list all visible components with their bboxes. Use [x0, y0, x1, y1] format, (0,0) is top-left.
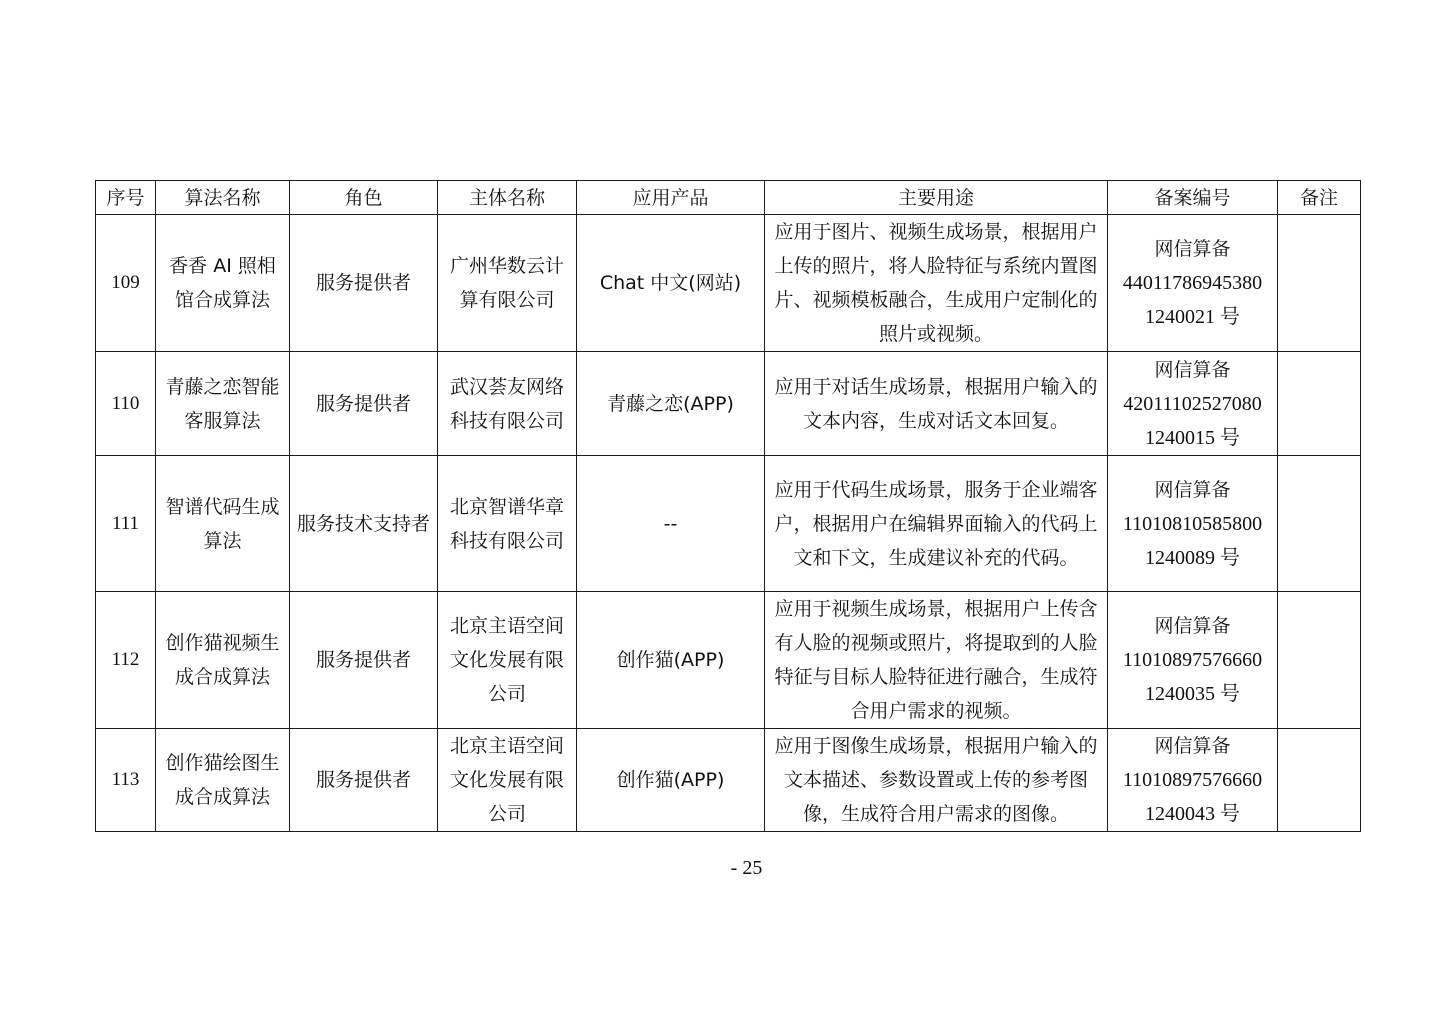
header-entity-name: 主体名称 — [438, 181, 577, 215]
header-remarks: 备注 — [1278, 181, 1361, 215]
cell-entity-name: 北京主语空间文化发展有限公司 — [438, 592, 577, 729]
cell-remarks — [1278, 352, 1361, 456]
filing-code-a: 42011102527080 — [1123, 392, 1262, 415]
cell-product: 创作猫(APP) — [577, 729, 765, 832]
cell-remarks — [1278, 729, 1361, 832]
cell-index: 109 — [96, 215, 156, 352]
cell-index: 113 — [96, 729, 156, 832]
filing-prefix: 网信算备 — [1154, 478, 1231, 501]
filing-code-a: 11010897576660 — [1122, 649, 1263, 671]
cell-filing-number — [1108, 215, 1278, 352]
cell-filing-number — [1108, 352, 1278, 456]
filing-code-a: 44011786945380 — [1122, 272, 1263, 294]
filing-code-a: 11010810585800 — [1122, 512, 1263, 535]
table-row — [96, 592, 1361, 729]
page-number: - 25 — [730, 857, 763, 879]
cell-remarks — [1278, 456, 1361, 592]
cell-role: 服务提供者 — [290, 352, 438, 456]
cell-main-use: 应用于图片、视频生成场景，根据用户上传的照片，将人脸特征与系统内置图片、视频模板融合，生成用户定制化的照片或视频。 — [765, 215, 1108, 352]
cell-entity-name: 北京主语空间文化发展有限公司 — [438, 729, 577, 832]
cell-algorithm-name: 智谱代码生成算法 — [156, 456, 290, 592]
cell-main-use: 应用于对话生成场景，根据用户输入的文本内容，生成对话文本回复。 — [765, 352, 1108, 456]
cell-role: 服务提供者 — [290, 592, 438, 729]
table-header-row — [96, 181, 1361, 215]
cell-filing-number — [1108, 592, 1278, 729]
cell-algorithm-name: 创作猫绘图生成合成算法 — [156, 729, 290, 832]
filing-prefix: 网信算备 — [1154, 735, 1231, 757]
cell-product: Chat 中文(网站) — [577, 215, 765, 352]
cell-remarks — [1278, 592, 1361, 729]
cell-role: 服务技术支持者 — [290, 456, 438, 592]
header-index: 序号 — [96, 181, 156, 215]
table-row — [96, 456, 1361, 592]
filing-code-a: 11010897576660 — [1122, 769, 1263, 791]
filing-code-b: 1240015 号 — [1145, 426, 1240, 449]
cell-index: 110 — [96, 352, 156, 456]
cell-entity-name: 广州华数云计算有限公司 — [438, 215, 577, 352]
cell-role: 服务提供者 — [290, 215, 438, 352]
cell-entity-name: 北京智谱华章科技有限公司 — [438, 456, 577, 592]
cell-algorithm-name: 创作猫视频生成合成算法 — [156, 592, 290, 729]
filing-code-b: 1240021 号 — [1145, 306, 1240, 328]
table-row — [96, 729, 1361, 832]
cell-remarks — [1278, 215, 1361, 352]
cell-filing-number — [1108, 729, 1278, 832]
cell-entity-name: 武汉荟友网络科技有限公司 — [438, 352, 577, 456]
filing-prefix: 网信算备 — [1154, 358, 1231, 381]
cell-main-use: 应用于视频生成场景，根据用户上传含有人脸的视频或照片，将提取到的人脸特征与目标人脸特征进行融合，生成符合用户需求的视频。 — [765, 592, 1108, 729]
filing-code-b: 1240043 号 — [1145, 803, 1240, 825]
header-algorithm-name: 算法名称 — [156, 181, 290, 215]
cell-role: 服务提供者 — [290, 729, 438, 832]
cell-product: 创作猫(APP) — [577, 592, 765, 729]
cell-filing-number — [1108, 456, 1278, 592]
cell-main-use: 应用于图像生成场景，根据用户输入的文本描述、参数设置或上传的参考图像，生成符合用户需求的图像。 — [765, 729, 1108, 832]
table-row — [96, 215, 1361, 352]
cell-algorithm-name: 香香 AI 照相馆合成算法 — [156, 215, 290, 352]
cell-product: -- — [577, 456, 765, 592]
cell-algorithm-name: 青藤之恋智能客服算法 — [156, 352, 290, 456]
header-filing-number: 备案编号 — [1108, 181, 1278, 215]
header-product: 应用产品 — [577, 181, 765, 215]
cell-main-use: 应用于代码生成场景，服务于企业端客户，根据用户在编辑界面输入的代码上文和下文，生成建议补充的代码。 — [765, 456, 1108, 592]
filing-code-b: 1240089 号 — [1145, 546, 1240, 569]
header-role: 角色 — [290, 181, 438, 215]
header-main-use: 主要用途 — [765, 181, 1108, 215]
cell-product: 青藤之恋(APP) — [577, 352, 765, 456]
cell-index: 112 — [96, 592, 156, 729]
filing-prefix: 网信算备 — [1154, 615, 1231, 637]
cell-index: 111 — [96, 456, 156, 592]
table-row — [96, 352, 1361, 456]
algorithm-registry-table — [95, 180, 1361, 832]
filing-prefix: 网信算备 — [1154, 238, 1231, 260]
filing-code-b: 1240035 号 — [1145, 683, 1240, 705]
